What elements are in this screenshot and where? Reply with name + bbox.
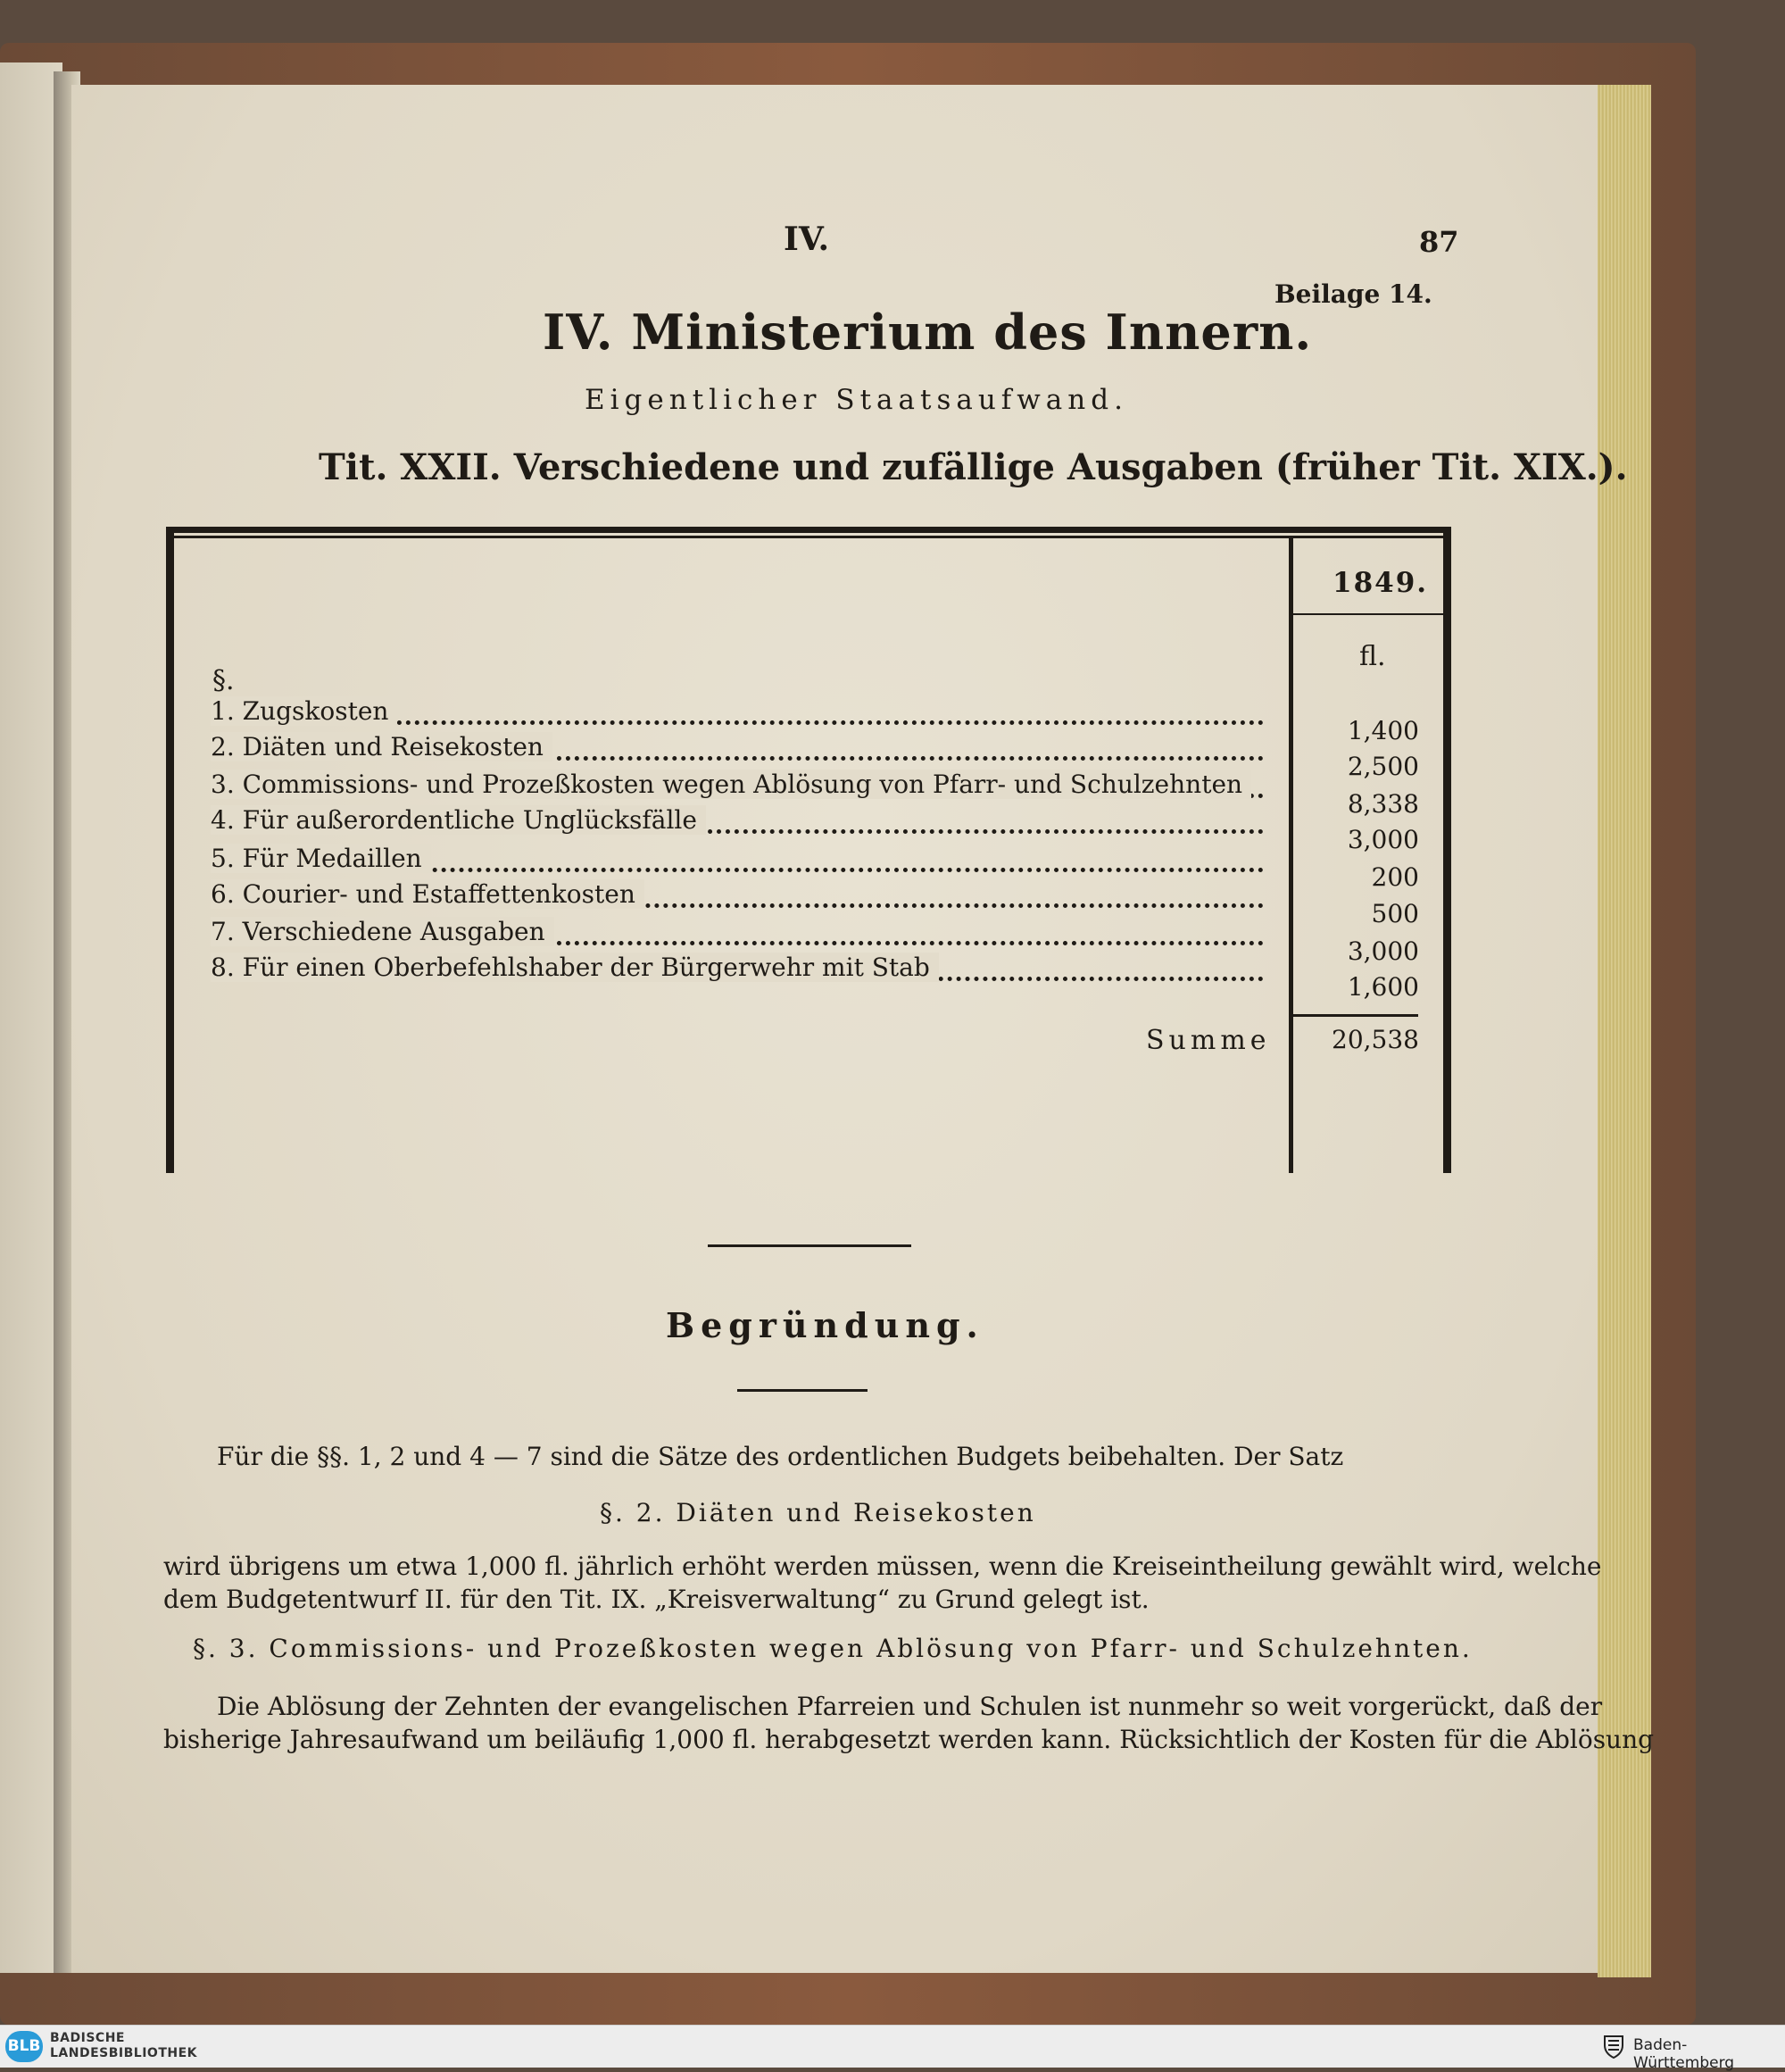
blb-logo[interactable]: BLB: [5, 2031, 43, 2062]
table-row: [211, 805, 1264, 839]
table-right-border: [1443, 527, 1451, 1173]
table-sum-rule: [1293, 1014, 1418, 1017]
row-label: 8. Für einen Oberbefehlshaber der Bürgerwehr mit Stab: [211, 953, 939, 982]
table-row: [211, 770, 1264, 803]
section-roman-numeral: IV.: [784, 221, 830, 258]
currency-unit: fl.: [1359, 641, 1386, 672]
body-paragraph-2-line-2: dem Budgetentwurf II. für den Tit. IX. „Kreisverwaltung“ zu Grund gelegt ist.: [163, 1585, 1150, 1614]
row-amount: 500: [1371, 899, 1419, 928]
year-column-header: 1849.: [1333, 567, 1429, 599]
sum-label: Summe: [1146, 1025, 1271, 1056]
body-paragraph-1: Für die §§. 1, 2 und 4 — 7 sind die Sätze des ordentlichen Budgets beibehalten. Der Satz: [217, 1442, 1344, 1471]
body-paragraph-2-line-1: wird übrigens um etwa 1,000 fl. jährlich erhöht werden müssen, wenn die Kreiseintheilung gewählt wird, welche: [163, 1552, 1602, 1581]
page-edges: [1598, 85, 1651, 1977]
row-amount: 8,338: [1347, 789, 1419, 819]
row-label: 4. Für außerordentliche Unglücksfälle: [211, 805, 706, 835]
section-rule-bottom: [737, 1389, 868, 1392]
state-coat-of-arms-icon: [1602, 2033, 1625, 2060]
table-left-border: [166, 527, 174, 1173]
table-header-rule: [1293, 613, 1443, 615]
row-amount: 200: [1371, 862, 1419, 892]
body-paragraph-3-line-2: bisherige Jahresaufwand um beiläufig 1,000 fl. herabgesetzt werden kann. Rücksichtlich der Kosten für die Ablösung: [163, 1725, 1655, 1754]
state-name[interactable]: Baden-Württemberg: [1633, 2036, 1735, 2072]
ministry-heading: IV. Ministerium des Innern.: [543, 304, 1313, 361]
row-label: 2. Diäten und Reisekosten: [211, 732, 552, 761]
table-top-border-inner: [166, 536, 1451, 538]
row-amount: 1,600: [1347, 972, 1419, 1002]
row-amount: 1,400: [1347, 716, 1419, 745]
row-amount: 3,000: [1347, 825, 1419, 854]
body-subheading-2: §. 3. Commissions- und Prozeßkosten wegen Ablösung von Pfarr- und Schulzehnten.: [193, 1634, 1473, 1663]
row-label: 6. Courier- und Estaffettenkosten: [211, 879, 644, 909]
library-name: [50, 2031, 197, 2061]
body-subheading-1: §. 2. Diäten und Reisekosten: [600, 1498, 1036, 1527]
table-row: [211, 732, 1264, 766]
table-row: [211, 879, 1264, 913]
beilage-label: Beilage 14.: [1274, 279, 1432, 309]
body-paragraph-3-line-1: Die Ablösung der Zehnten der evangelischen Pfarreien und Schulen ist nunmehr so weit vorgerückt, daß der: [217, 1692, 1603, 1721]
page-number: 87: [1419, 225, 1459, 259]
table-top-border: [166, 527, 1451, 533]
library-name-line-1: BADISCHE: [50, 2031, 125, 2045]
row-amount: 2,500: [1347, 752, 1419, 781]
library-name-line-2: LANDESBIBLIOTHEK: [50, 2046, 198, 2060]
table-column-divider: [1289, 536, 1293, 1173]
table-row: [211, 917, 1264, 951]
sum-amount: 20,538: [1332, 1025, 1419, 1054]
row-label: 1. Zugskosten: [211, 696, 397, 726]
table-row: [211, 844, 1264, 878]
row-label: 7. Verschiedene Ausgaben: [211, 917, 554, 946]
justification-heading: Begründung.: [666, 1305, 984, 1345]
viewer-footer: [0, 2025, 1785, 2072]
subtitle: Eigentlicher Staatsaufwand.: [585, 384, 1128, 416]
section-rule-top: [708, 1244, 911, 1247]
table-row: [211, 696, 1264, 730]
row-label: 5. Für Medaillen: [211, 844, 431, 873]
row-label: 3. Commissions- und Prozeßkosten wegen Ablösung von Pfarr- und Schulzehnten: [211, 770, 1251, 799]
title-heading: Tit. XXII. Verschiedene und zufällige Ausgaben (früher Tit. XIX.).: [319, 446, 1628, 488]
table-row: [211, 953, 1264, 986]
paragraph-header: §.: [212, 665, 235, 696]
row-amount: 3,000: [1347, 936, 1419, 966]
